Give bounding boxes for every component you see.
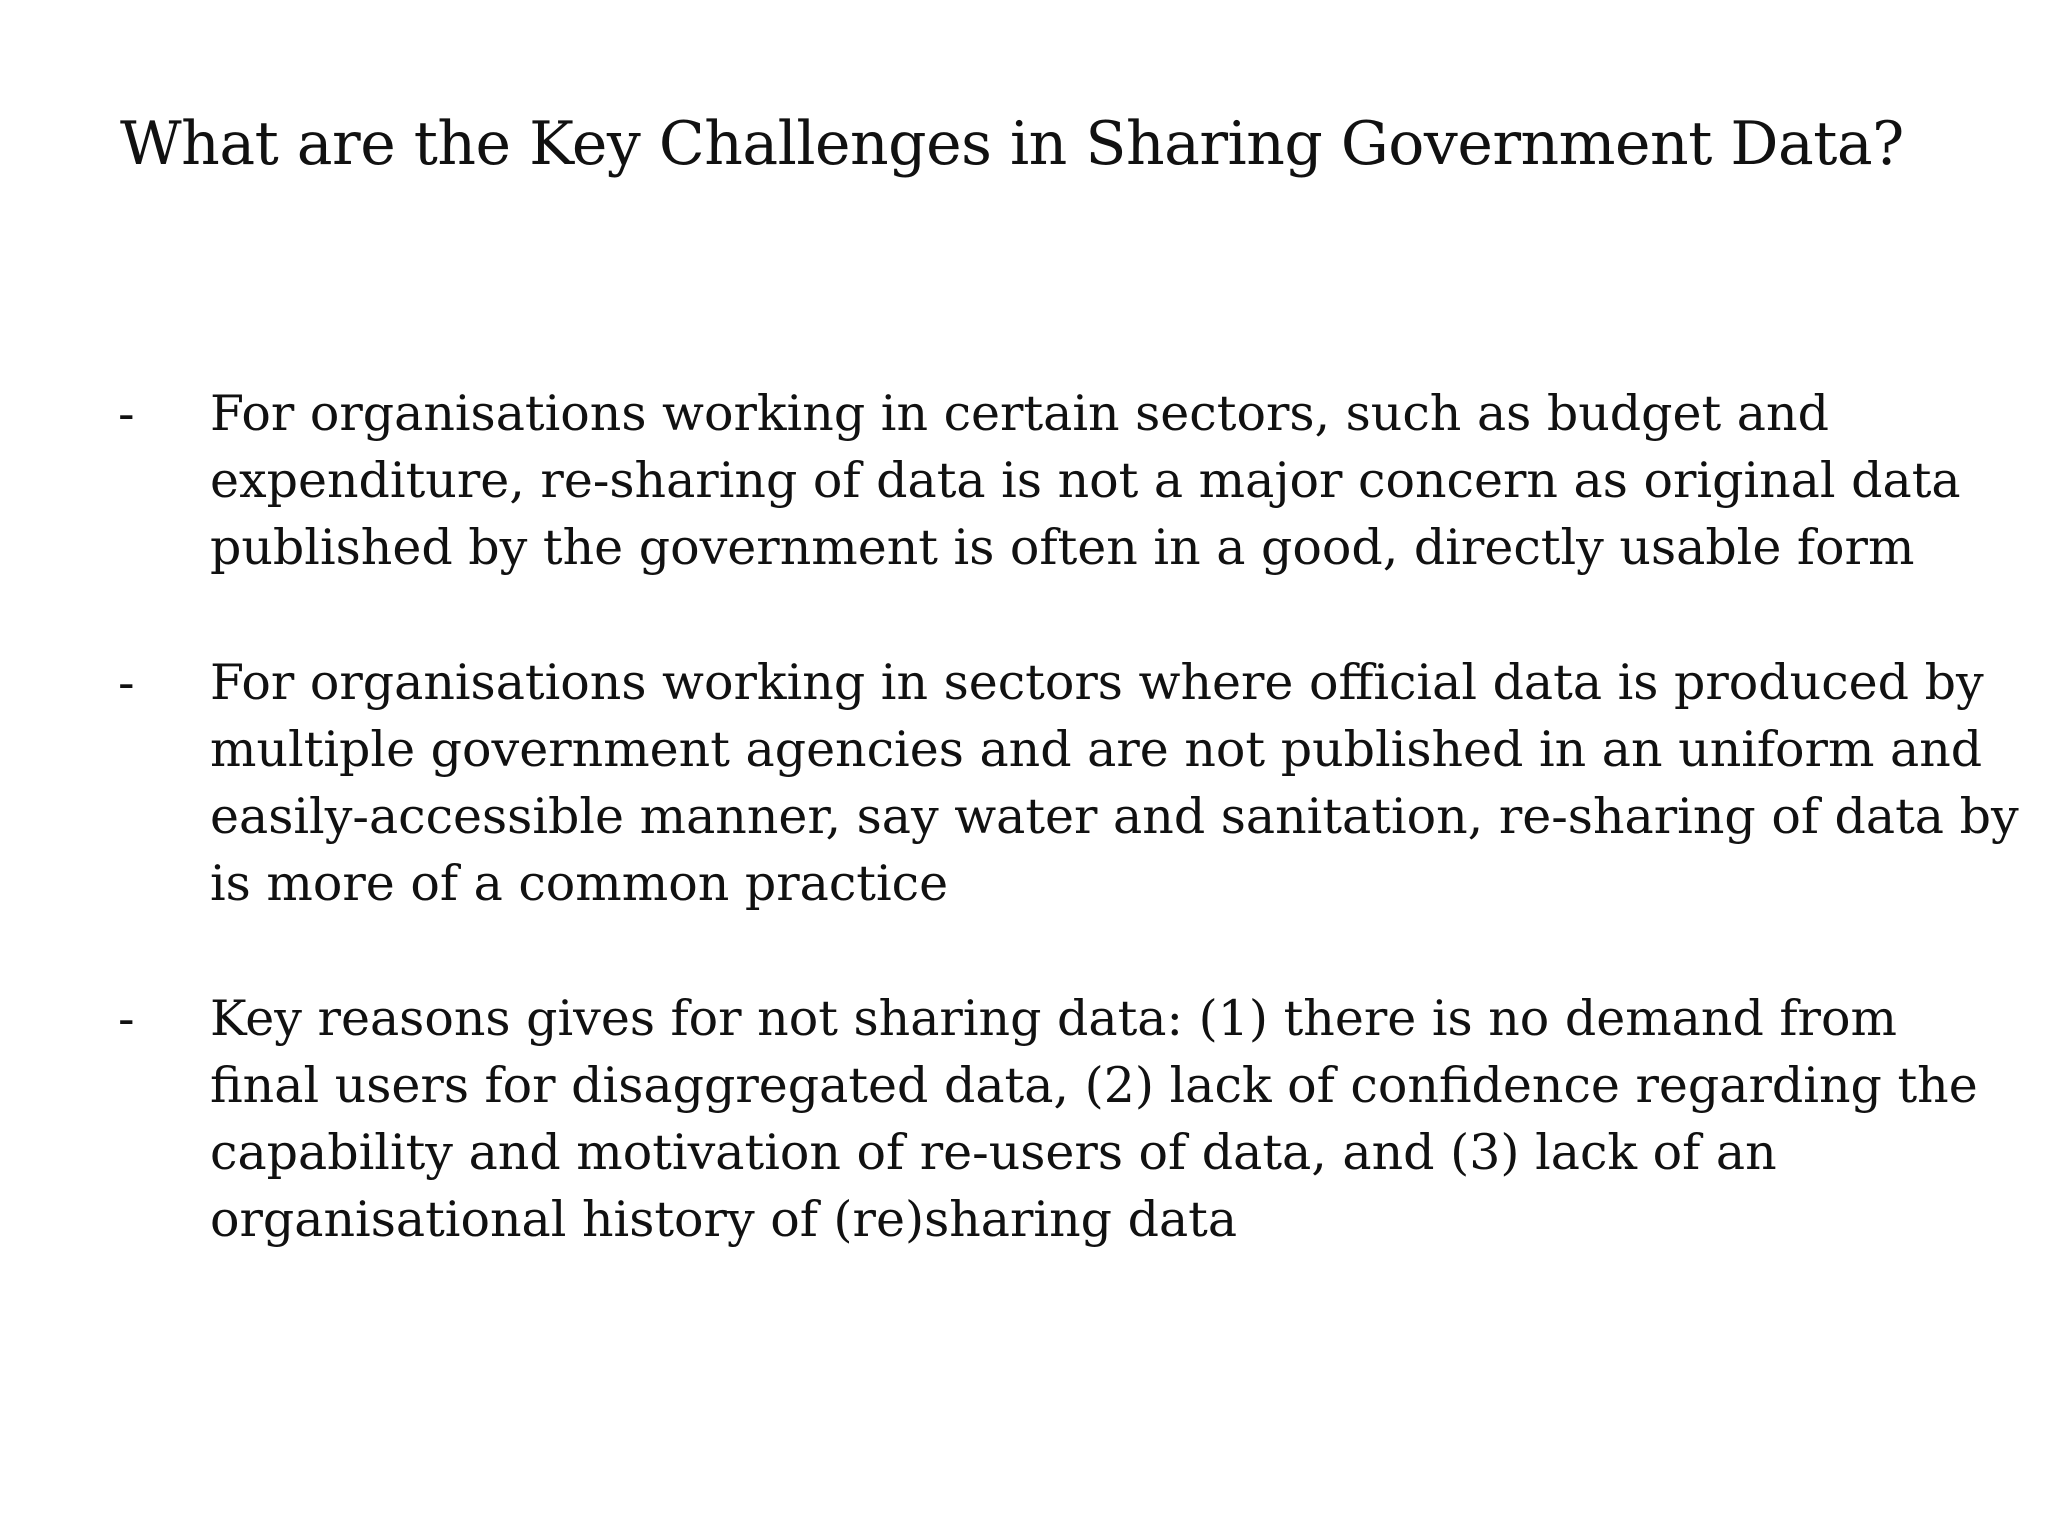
bullet-marker: - (118, 385, 135, 442)
bullet-text-line: expenditure, re-sharing of data is not a major concern as original data (210, 452, 1961, 509)
bullet-text-line: organisational history of (re)sharing data (210, 1191, 1238, 1248)
bullet-text-line: capability and motivation of re-users of data, and (3) lack of an (210, 1124, 1777, 1181)
bullet-text-line: Key reasons gives for not sharing data: (1) there is no demand from (210, 990, 1897, 1047)
bullet-text-line: final users for disaggregated data, (2) lack of confidence regarding the (210, 1057, 1978, 1114)
bullet-text-line: is more of a common practice (210, 855, 949, 912)
bullet-list (118, 380, 2019, 1321)
bullet-marker: - (118, 990, 135, 1047)
bullet-item (118, 380, 1978, 581)
bullet-text-line: easily-accessible manner, say water and sanitation, re-sharing of data by (210, 788, 2019, 845)
bullet-item (118, 649, 2019, 917)
bullet-item (118, 985, 1978, 1253)
slide-title: What are the Key Challenges in Sharing Government Data? (120, 109, 1904, 179)
bullet-text-line: For organisations working in sectors where official data is produced by (210, 654, 1984, 711)
bullet-text-line: multiple government agencies and are not published in an uniform and (210, 721, 1983, 778)
bullet-marker: - (118, 654, 135, 711)
bullet-text-line: For organisations working in certain sectors, such as budget and (210, 385, 1829, 442)
bullet-text-line: published by the government is often in a good, directly usable form (210, 519, 1915, 576)
